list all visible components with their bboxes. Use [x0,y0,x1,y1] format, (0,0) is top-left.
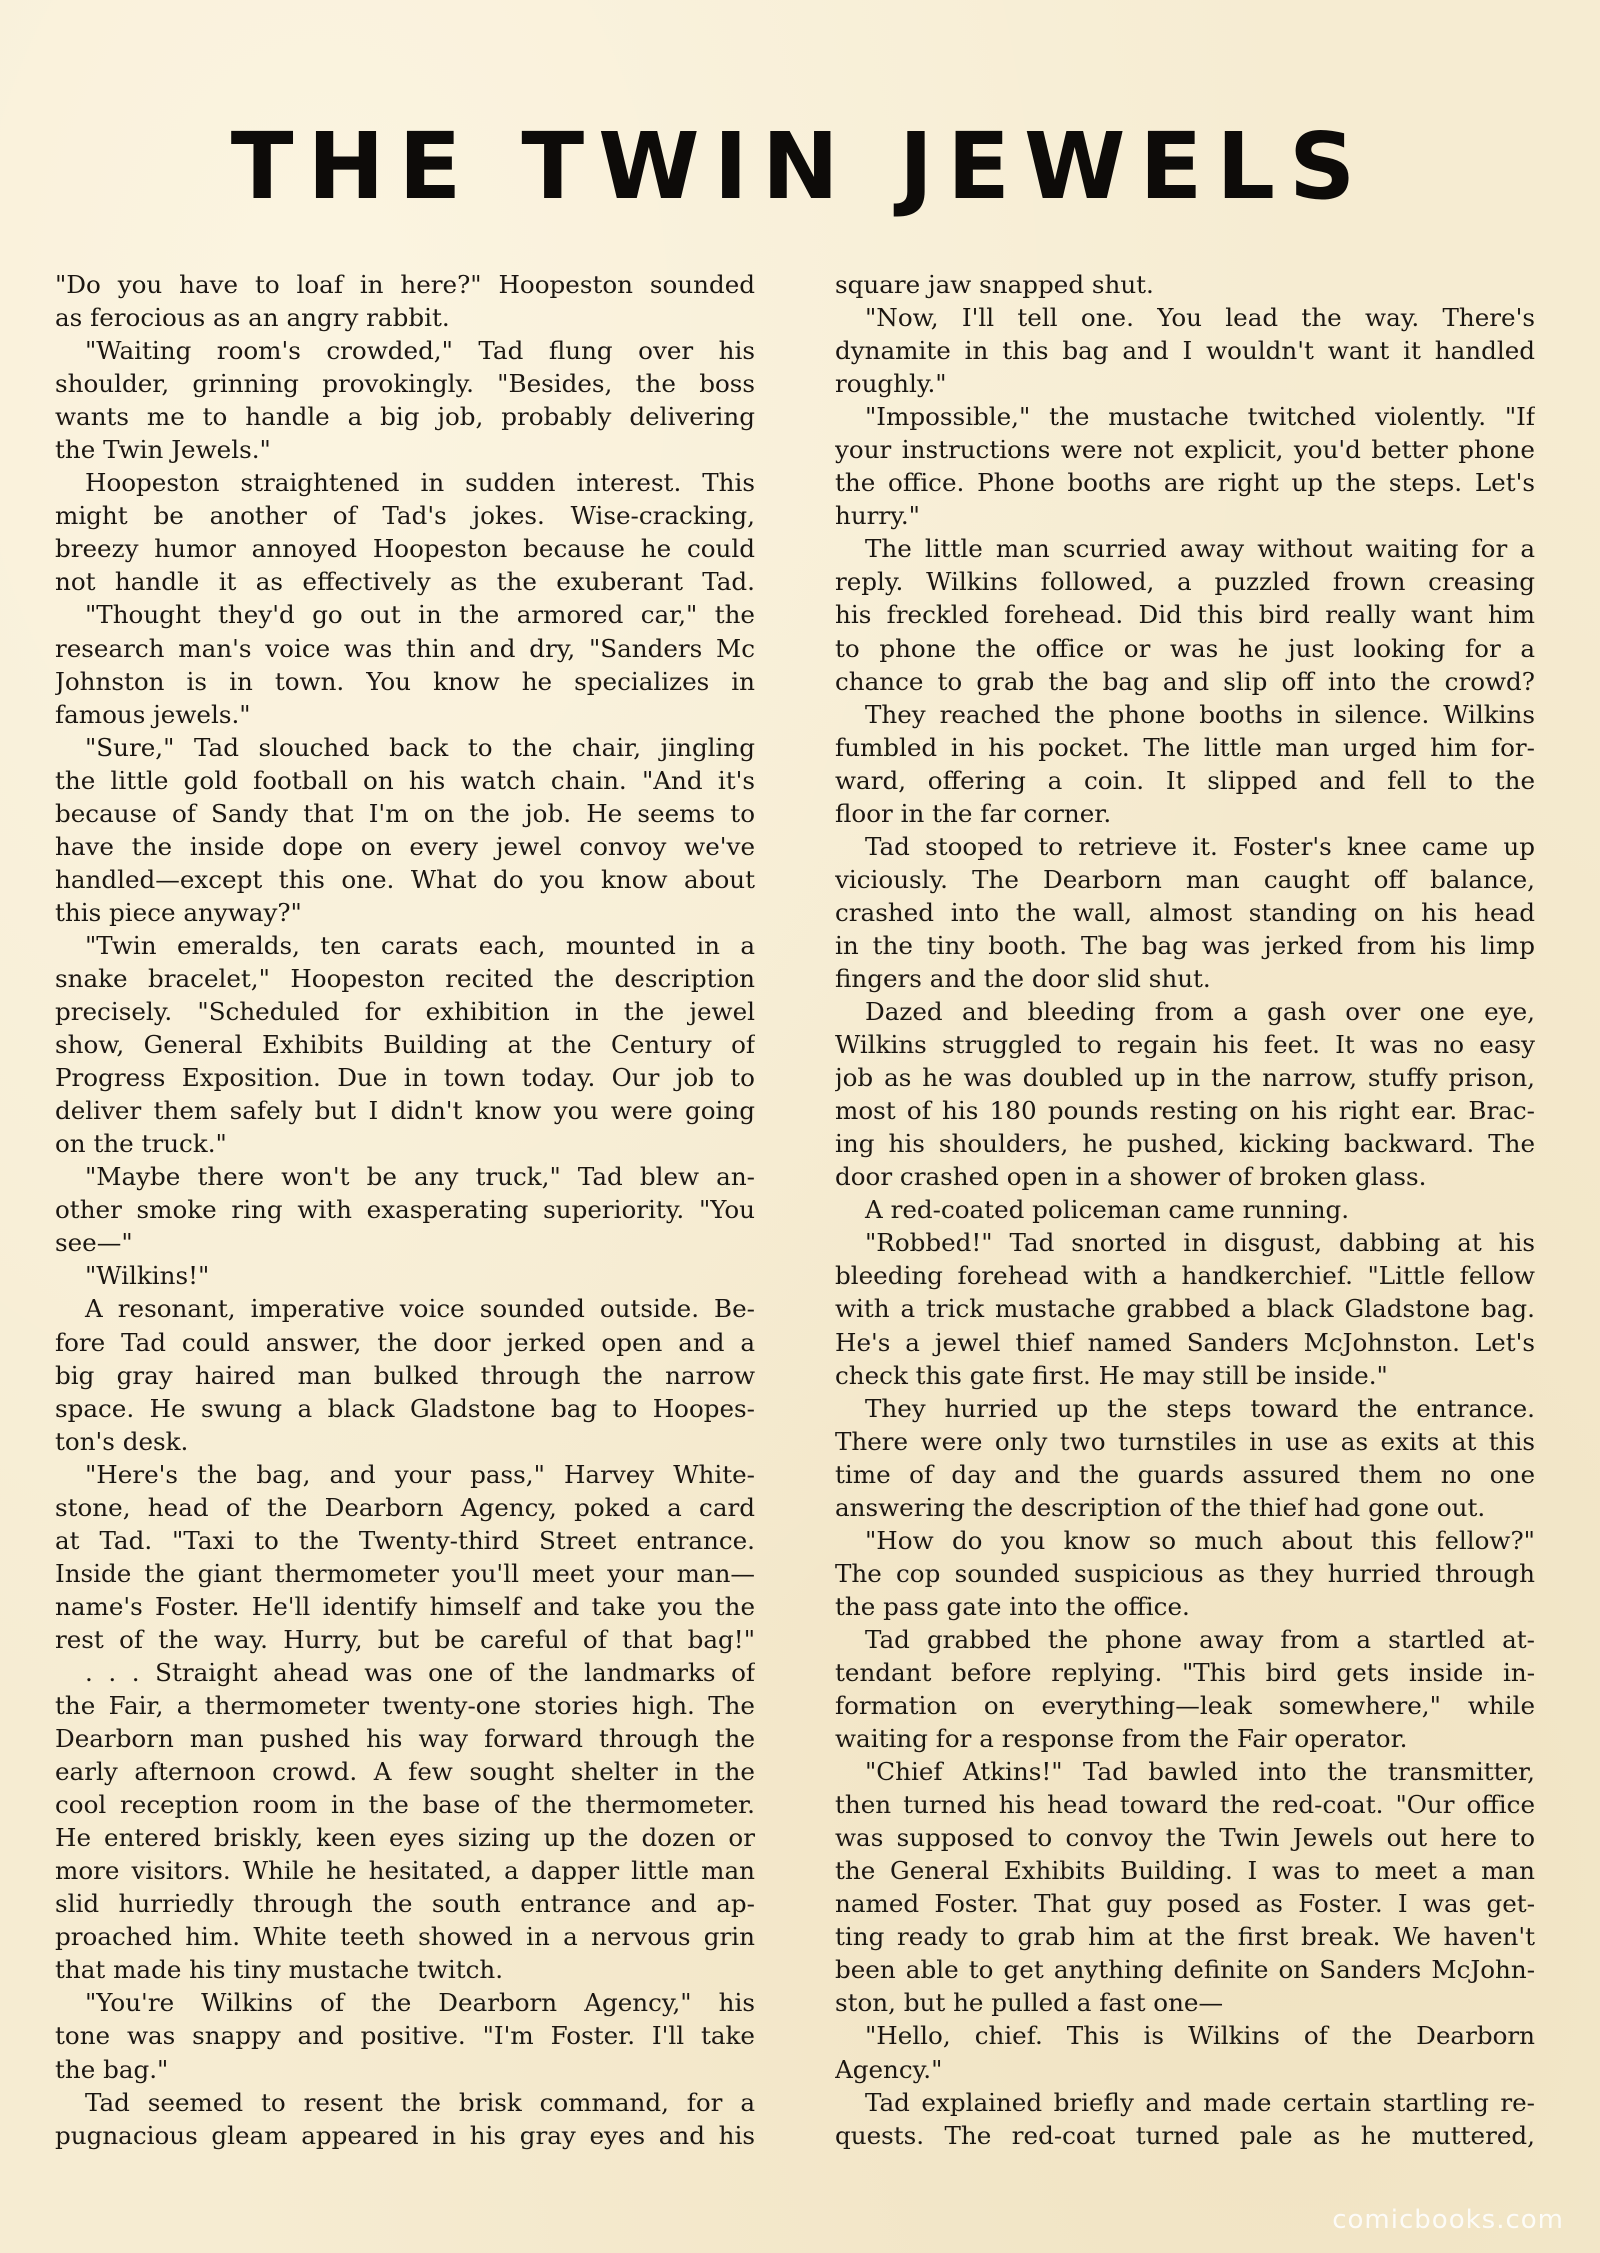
text-line: Progress Exposition. Due in town today. Our job to [55,1063,755,1093]
text-line: snake bracelet," Hoopeston recited the description [55,963,755,993]
text-line: because of Sandy that I'm on the job. He seems to [55,798,755,828]
text-line: dynamite in this bag and I wouldn't want it handled [835,336,1535,366]
left-text-column [55,268,755,2152]
text-line: "Do you have to loaf in here?" Hoopeston sounded [55,270,755,299]
text-line: the pass gate into the office. [835,1591,1190,1621]
text-line: Tad seemed to resent the brisk command, for a [85,2087,755,2117]
text-line: reply. Wilkins followed, a puzzled frown creasing [835,567,1535,597]
text-line: the bag." [55,2054,169,2084]
text-line: tone was snappy and positive. "I'm Foster. I'll take [55,2021,755,2051]
text-line: "Now, I'll tell one. You lead the way. There's [865,303,1535,333]
text-line: your instructions were not explicit, you'd better phone [835,435,1535,465]
text-line: handled—except this one. What do you know about [55,864,755,894]
text-line: "Here's the bag, and your pass," Harvey White- [85,1459,755,1489]
text-line: big gray haired man bulked through the narrow [55,1360,755,1390]
text-line: . . . Straight ahead was one of the landmarks of [85,1657,755,1687]
text-line: named Foster. That guy posed as Foster. I was get- [835,1889,1535,1919]
text-line: "You're Wilkins of the Dearborn Agency," his [85,1988,755,2018]
text-line: shoulder, grinning provokingly. "Besides, the boss [55,369,755,399]
text-line: to phone the office or was he just looking for a [835,633,1535,663]
text-line: proached him. White teeth showed in a nervous grin [55,1922,755,1952]
text-line: viciously. The Dearborn man caught off balance, [835,864,1535,894]
text-line: He's a jewel thief named Sanders McJohnston. Let's [835,1327,1535,1357]
text-line: "Chief Atkins!" Tad bawled into the transmitter, [865,1757,1535,1787]
text-line: Dazed and bleeding from a gash over one eye, [865,997,1535,1027]
text-line: "Waiting room's crowded," Tad flung over his [85,336,755,366]
text-line: rest of the way. Hurry, but be careful of that bag!" [55,1624,755,1654]
text-line: Agency." [835,2054,943,2084]
text-line: check this gate first. He may still be inside." [835,1360,1388,1390]
text-line: space. He swung a black Gladstone bag to Hoopes- [55,1393,755,1423]
text-line: door crashed open in a shower of broken glass. [835,1162,1427,1192]
text-line: as ferocious as an angry rabbit. [55,303,450,333]
text-line: the Twin Jewels." [55,435,271,465]
text-line: in the tiny booth. The bag was jerked from his limp [835,930,1535,960]
text-line: tendant before replying. "This bird gets inside in- [835,1657,1535,1687]
text-line: slid hurriedly through the south entrance and ap- [55,1889,755,1919]
text-line: "How do you know so much about this fellow?" [865,1525,1535,1555]
text-line: crashed into the wall, almost standing on his head [835,897,1535,927]
text-line: There were only two turnstiles in use as exits at this [835,1426,1535,1456]
text-line: He entered briskly, keen eyes sizing up the dozen or [55,1823,755,1853]
text-line: Wilkins struggled to regain his feet. It was no easy [835,1030,1535,1060]
text-line: The cop sounded suspicious as they hurried through [835,1558,1535,1588]
text-line: the Fair, a thermometer twenty-one stories high. The [55,1691,755,1721]
text-line: fumbled in his pocket. The little man urged him for- [835,732,1535,762]
text-line: see—" [55,1228,133,1258]
text-line: Tad grabbed the phone away from a startled at- [865,1624,1535,1654]
text-line: square jaw snapped shut. [835,270,1154,299]
text-line: chance to grab the bag and slip off into the crowd? [835,666,1535,696]
text-line: Hoopeston straightened in sudden interest. This [85,468,755,498]
text-line: the little gold football on his watch chain. "And it's [55,765,755,795]
text-line: roughly." [835,369,947,399]
text-line: cool reception room in the base of the thermometer. [55,1790,755,1820]
text-line: show, General Exhibits Building at the Century of [55,1030,755,1060]
text-line: The little man scurried away without waiting for a [865,534,1535,564]
text-line: not handle it as effectively as the exuberant Tad. [55,567,755,597]
text-line: hurry." [835,501,920,531]
text-line: more visitors. While he hesitated, a dapper little man [55,1856,755,1886]
text-line: "Hello, chief. This is Wilkins of the Dearborn [865,2021,1535,2051]
text-line: at Tad. "Taxi to the Twenty-third Street entrance. [55,1525,755,1555]
right-text-column [835,268,1535,2152]
text-line: fore Tad could answer, the door jerked open and a [55,1327,755,1357]
text-line: quests. The red-coat turned pale as he muttered, [835,2120,1535,2150]
text-line: was supposed to convoy the Twin Jewels out here to [835,1823,1535,1853]
text-line: on the truck." [55,1129,227,1159]
text-line: precisely. "Scheduled for exhibition in the jewel [55,997,755,1027]
text-line: They reached the phone booths in silence. Wilkins [865,699,1535,729]
text-line: that made his tiny mustache twitch. [55,1955,504,1985]
text-line: job as he was doubled up in the narrow, stuffy prison, [835,1063,1535,1093]
text-line: research man's voice was thin and dry, "Sanders Mc [55,633,755,663]
text-line: might be another of Tad's jokes. Wise-cracking, [55,501,755,531]
text-line: A resonant, imperative voice sounded outside. Be- [85,1294,755,1324]
text-line: A red-coated policeman came running. [865,1195,1350,1225]
text-line: Inside the giant thermometer you'll meet your man— [55,1558,755,1588]
text-line: time of day and the guards assured them no one [835,1459,1535,1489]
text-line: ton's desk. [55,1426,189,1456]
text-line: the General Exhibits Building. I was to meet a man [835,1856,1535,1886]
text-line: wants me to handle a big job, probably delivering [55,402,755,432]
text-line: most of his 180 pounds resting on his right ear. Brac- [835,1096,1535,1126]
text-line: early afternoon crowd. A few sought shelter in the [55,1757,755,1787]
text-line: then turned his head toward the red-coat. "Our office [835,1790,1535,1820]
text-line: pugnacious gleam appeared in his gray eyes and his [55,2120,755,2150]
text-line: floor in the far corner. [835,798,1112,828]
text-line: "Twin emeralds, ten carats each, mounted in a [85,930,755,960]
text-line: "Impossible," the mustache twitched violently. "If [865,402,1535,432]
text-line: formation on everything—leak somewhere," while [835,1691,1535,1721]
text-line: famous jewels." [55,699,251,729]
text-line: breezy humor annoyed Hoopeston because he could [55,534,755,564]
text-line: this piece anyway?" [55,897,302,927]
text-line: been able to get anything definite on Sanders McJohn- [835,1955,1535,1985]
text-line: other smoke ring with exasperating superiority. "You [55,1195,755,1225]
text-line: ing his shoulders, he pushed, kicking backward. The [835,1129,1535,1159]
text-line: answering the description of the thief had gone out. [835,1492,1486,1522]
text-line: "Thought they'd go out in the armored car," the [85,600,755,630]
text-line: bleeding forehead with a handkerchief. "Little fellow [835,1261,1535,1291]
text-line: ward, offering a coin. It slipped and fell to the [835,765,1535,795]
site-watermark: comicbooks.com [1332,2205,1564,2235]
text-line: name's Foster. He'll identify himself and take you the [55,1591,755,1621]
text-line: Johnston is in town. You know he specializes in [55,666,755,696]
text-line: deliver them safely but I didn't know you were going [55,1096,755,1126]
text-line: with a trick mustache grabbed a black Gladstone bag. [835,1294,1535,1324]
text-line: his freckled forehead. Did this bird really want him [835,600,1535,630]
text-line: fingers and the door slid shut. [835,963,1211,993]
text-line: "Sure," Tad slouched back to the chair, jingling [85,732,755,762]
text-line: waiting for a response from the Fair operator. [835,1724,1408,1754]
text-line: ston, but he pulled a fast one— [835,1988,1224,2018]
story-title: THE TWIN JEWELS [230,113,1370,220]
text-line: ting ready to grab him at the first break. We haven't [835,1922,1535,1952]
text-line: have the inside dope on every jewel convoy we've [55,831,755,861]
text-line: "Maybe there won't be any truck," Tad blew an- [85,1162,755,1192]
text-line: "Robbed!" Tad snorted in disgust, dabbing at his [865,1228,1535,1258]
text-line: "Wilkins!" [85,1261,210,1291]
text-line: They hurried up the steps toward the entrance. [865,1393,1535,1423]
text-line: Tad stooped to retrieve it. Foster's knee came up [865,831,1535,861]
text-line: Tad explained briefly and made certain startling re- [865,2087,1535,2117]
text-line: stone, head of the Dearborn Agency, poked a card [55,1492,755,1522]
text-line: Dearborn man pushed his way forward through the [55,1724,755,1754]
text-line: the office. Phone booths are right up the steps. Let's [835,468,1535,498]
